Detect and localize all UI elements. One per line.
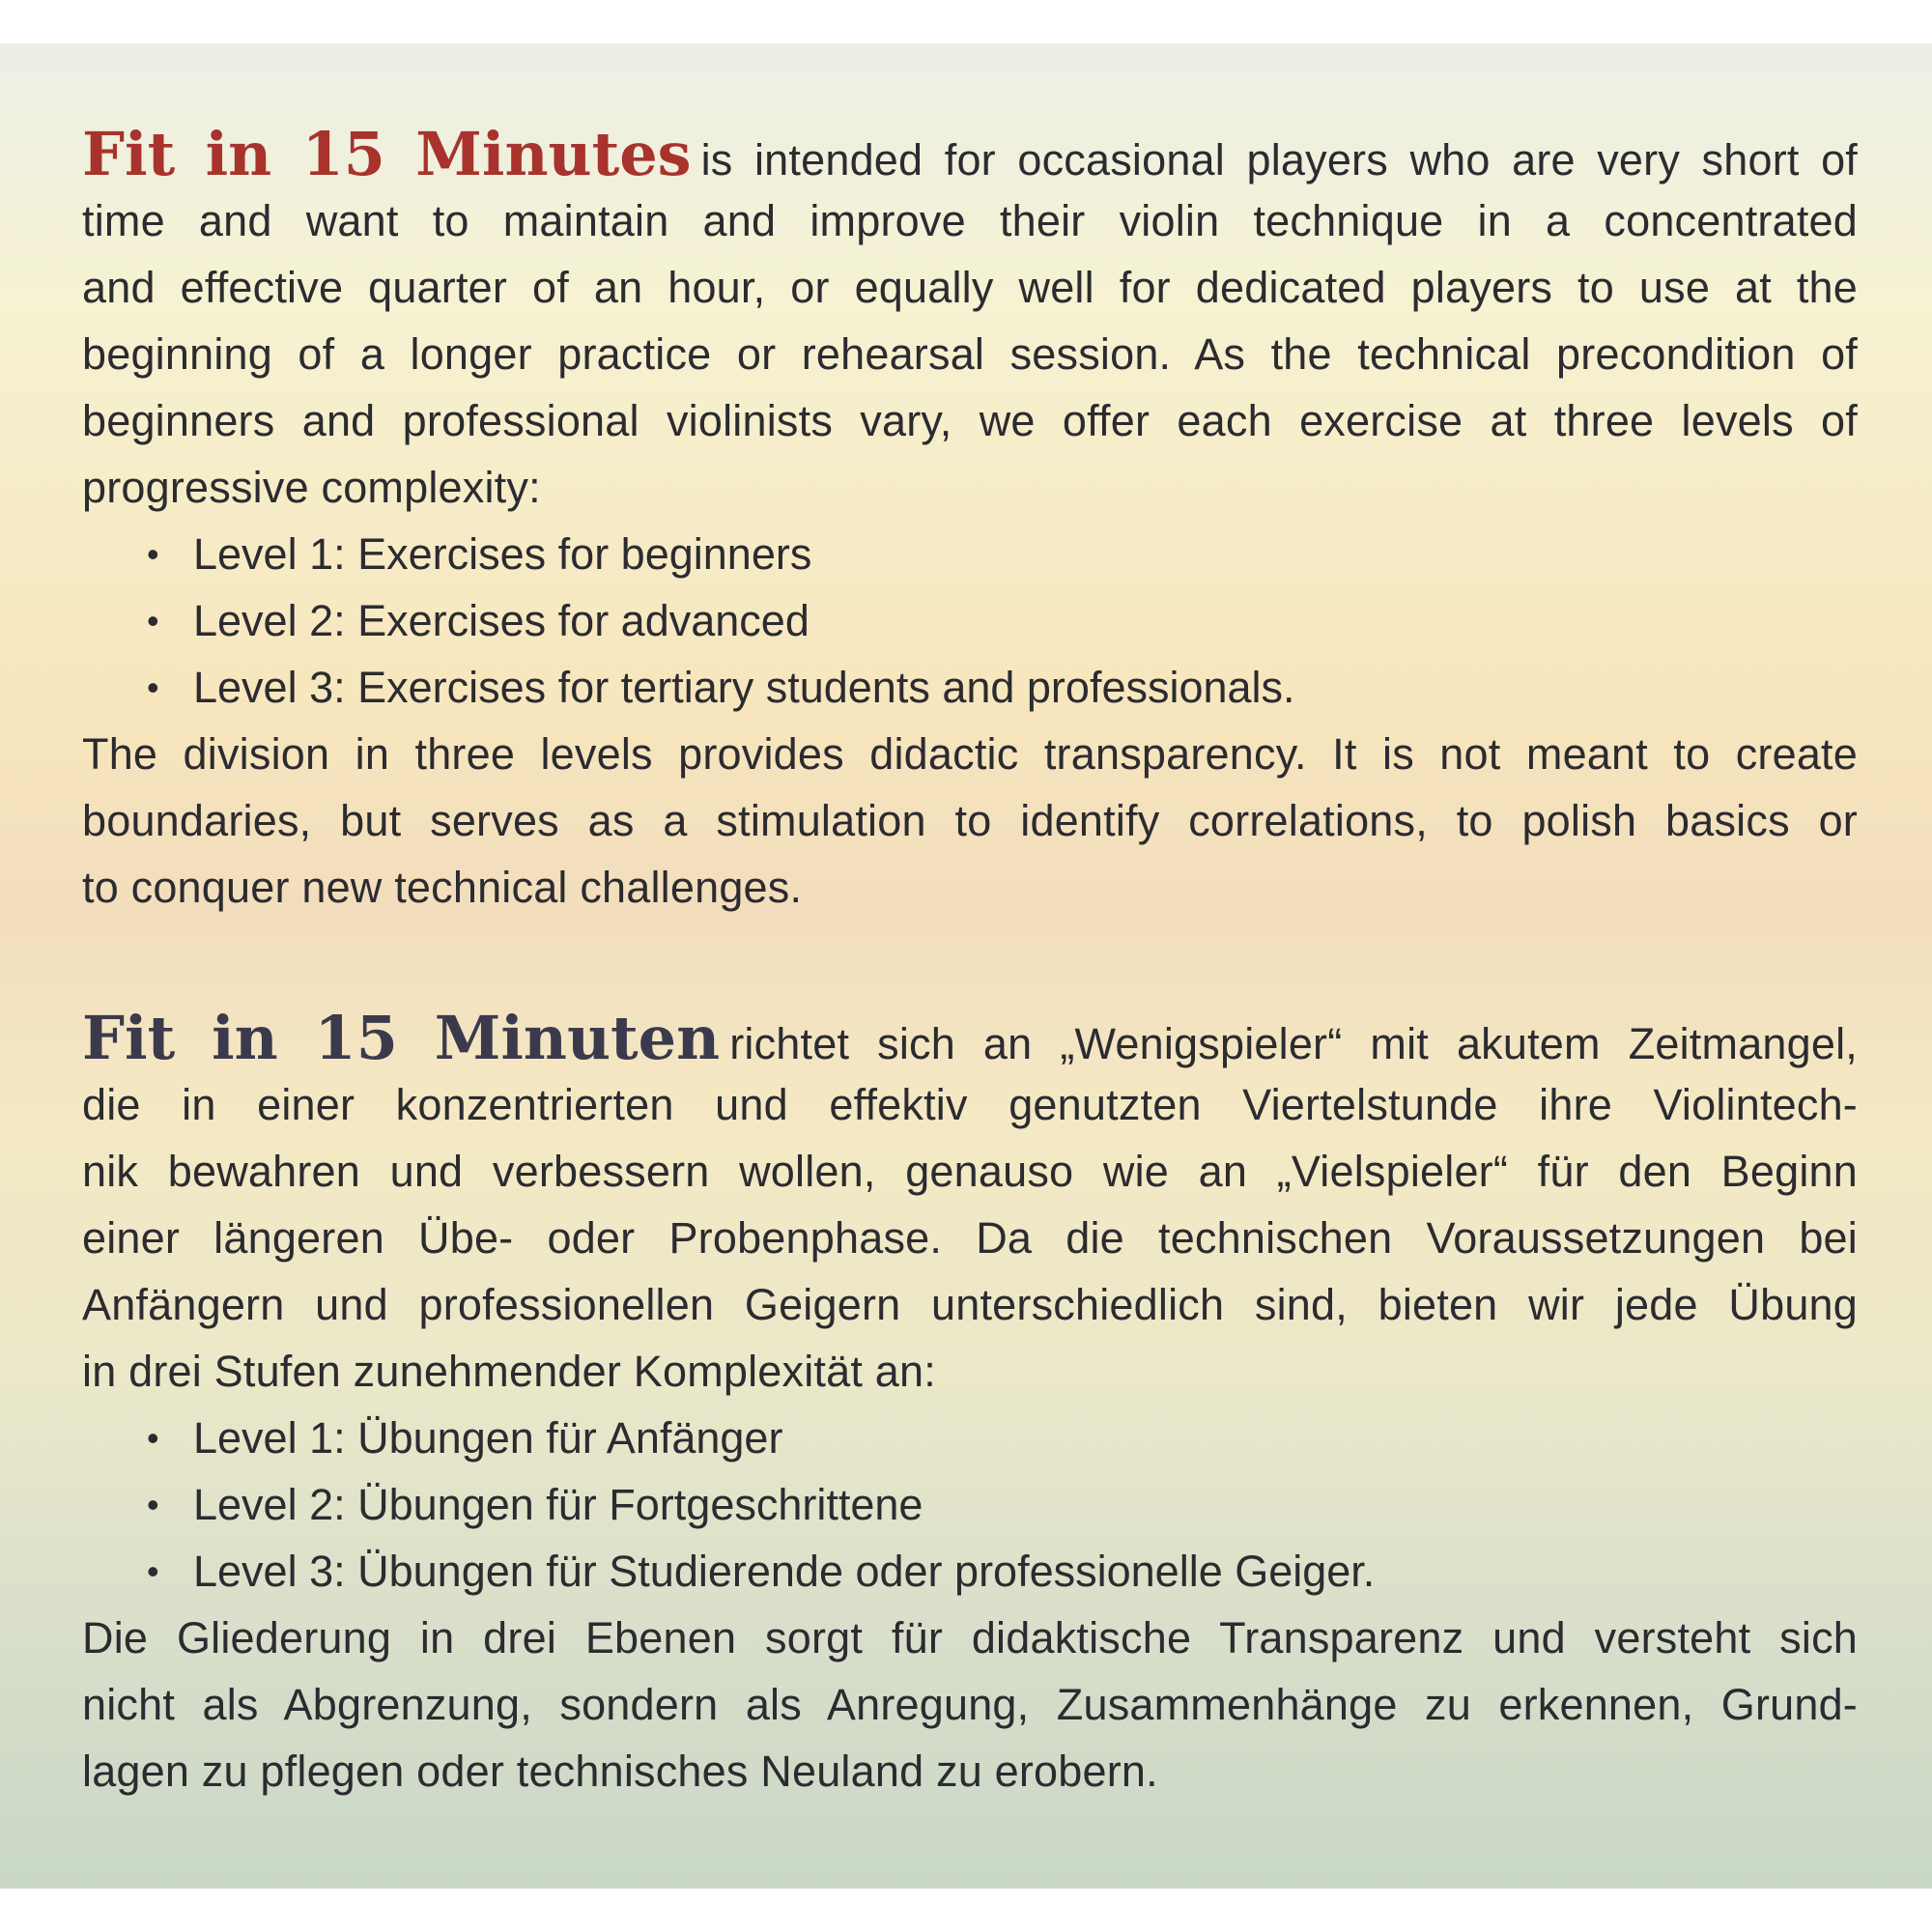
english-heading: Fit in 15 Minutes — [82, 119, 692, 189]
bullet-icon: • — [147, 601, 159, 640]
german-intro-line-4: einer längeren Übe- oder Probenphase. Da die technischen Voraussetzungen bei — [82, 1213, 1858, 1263]
list-item — [147, 1471, 1858, 1538]
german-closing-line-2: nicht als Abgrenzung, sondern als Anregung, Zusammenhänge zu erkennen, Grund- — [82, 1680, 1858, 1729]
list-item — [147, 521, 1858, 587]
german-level-3: Level 3: Übungen für Studierende oder professionelle Geiger. — [193, 1547, 1376, 1596]
english-intro-line-1: is intended for occasional players who are very short of — [700, 135, 1859, 185]
bullet-icon: • — [147, 668, 159, 707]
german-intro-line-6: in drei Stufen zunehmender Komplexität an: — [82, 1347, 936, 1396]
english-intro-line-4: beginning of a longer practice or rehearsal session. As the technical precondition of — [82, 329, 1858, 379]
english-intro-line-5: beginners and professional violinists vary, we offer each exercise at three levels of — [82, 396, 1858, 445]
page-panel — [0, 43, 1932, 1889]
list-item — [147, 1405, 1858, 1471]
english-intro-line-2: time and want to maintain and improve their violin technique in a concentrated — [82, 196, 1858, 245]
german-heading: Fit in 15 Minuten — [82, 1003, 721, 1073]
english-closing-line-1: The division in three levels provides didactic transparency. It is not meant to create — [82, 729, 1858, 779]
german-closing-line-1: Die Gliederung in drei Ebenen sorgt für didaktische Transparenz und versteht sich — [82, 1613, 1858, 1662]
english-level-2: Level 2: Exercises for advanced — [193, 596, 810, 645]
german-intro-line-3: nik bewahren und verbessern wollen, genauso wie an „Vielspieler“ für den Beginn — [82, 1147, 1858, 1196]
english-first-line — [82, 121, 1858, 187]
english-intro-line-3: and effective quarter of an hour, or equally well for dedicated players to use at the — [82, 263, 1858, 312]
english-level-3: Level 3: Exercises for tertiary students and professionals. — [193, 663, 1295, 712]
english-level-1: Level 1: Exercises for beginners — [193, 529, 812, 579]
bullet-icon: • — [147, 534, 159, 574]
german-level-2: Level 2: Übungen für Fortgeschrittene — [193, 1480, 923, 1529]
english-intro-line-6: progressive complexity: — [82, 463, 541, 512]
list-item — [147, 587, 1858, 654]
german-intro-line-5: Anfängern und professionellen Geigern unterschiedlich sind, bieten wir jede Übung — [82, 1280, 1858, 1329]
german-closing-line-3: lagen zu pflegen oder technisches Neuland zu erobern. — [82, 1747, 1158, 1796]
bullet-icon: • — [147, 1551, 159, 1591]
english-closing-line-3: to conquer new technical challenges. — [82, 863, 803, 912]
english-closing-line-2: boundaries, but serves as a stimulation to identify correlations, to polish basics or — [82, 796, 1858, 845]
english-level-list — [82, 521, 1858, 721]
bullet-icon: • — [147, 1418, 159, 1458]
german-first-line — [82, 1005, 1858, 1071]
german-level-list — [82, 1405, 1858, 1605]
german-level-1: Level 1: Übungen für Anfänger — [193, 1413, 783, 1463]
english-section — [82, 121, 1858, 921]
list-item — [147, 1538, 1858, 1605]
german-section — [82, 1005, 1858, 1804]
german-intro-line-2: die in einer konzentrierten und effektiv genutzten Viertelstunde ihre Violintech- — [82, 1080, 1858, 1129]
bullet-icon: • — [147, 1485, 159, 1524]
list-item — [147, 654, 1858, 721]
german-intro-line-1: richtet sich an „Wenigspieler“ mit akutem Zeitmangel, — [729, 1019, 1859, 1068]
